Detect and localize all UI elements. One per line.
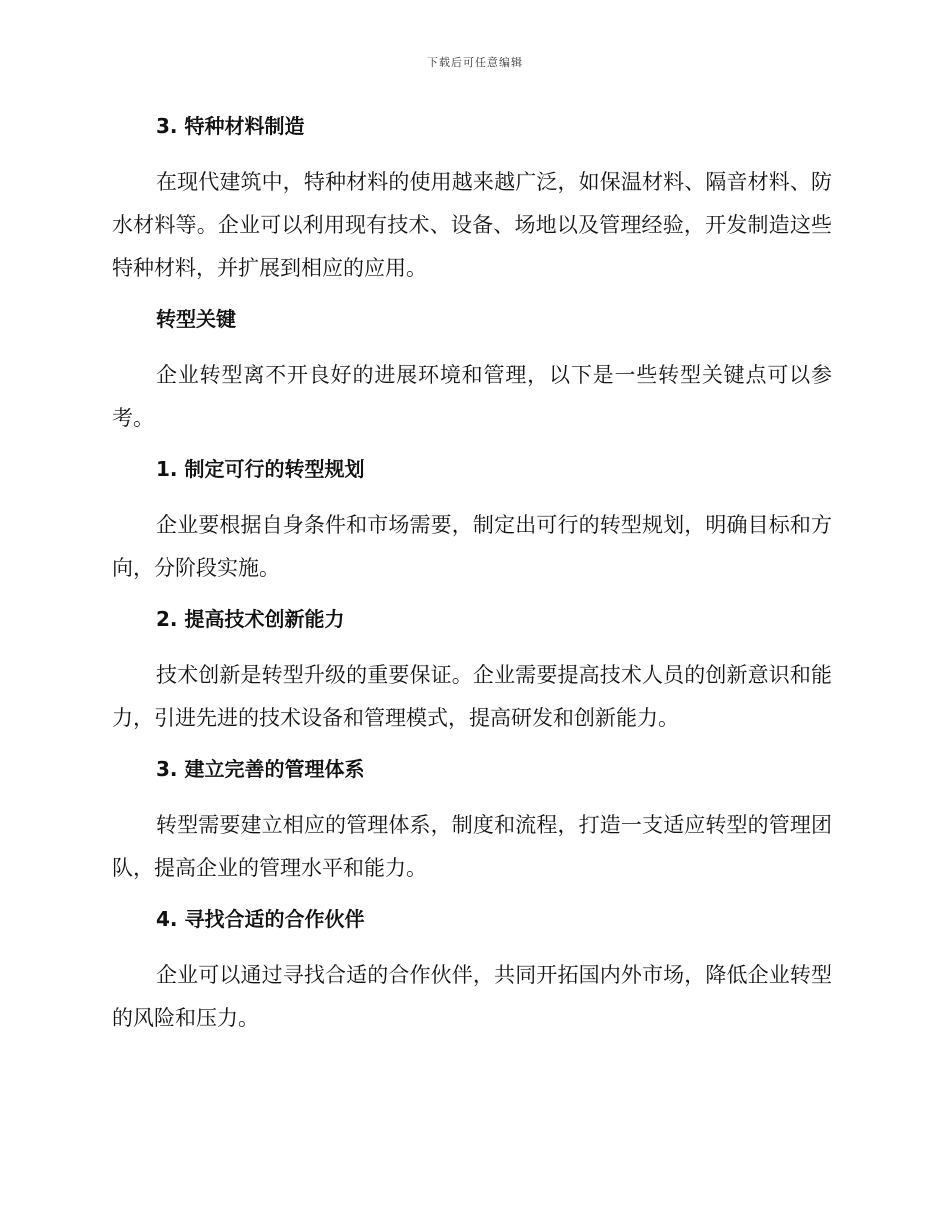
section-paragraph-management-system: 转型需要建立相应的管理体系，制度和流程，打造一支适应转型的管理团队，提高企业的管理水平和能力。	[112, 813, 832, 880]
section-heading-transformation-keys: 转型关键	[156, 307, 236, 331]
header-note: 下载后可任意编辑	[427, 56, 523, 69]
section-paragraph-special-materials: 在现代建筑中，特种材料的使用越来越广泛，如保温材料、隔音材料、防水材料等。企业可以利用现有技术、设备、场地以及管理经验，开发制造这些特种材料，并扩展到相应的应用。	[112, 170, 832, 280]
document-body	[112, 110, 832, 1053]
section-heading-special-materials: 3. 特种材料制造	[156, 114, 305, 138]
section-paragraph-transformation-keys: 企业转型离不开良好的进展环境和管理，以下是一些转型关键点可以参考。	[112, 363, 832, 430]
section-paragraph-partners: 企业可以通过寻找合适的合作伙伴，共同开拓国内外市场，降低企业转型的风险和压力。	[112, 963, 832, 1030]
section-heading-tech-innovation: 2. 提高技术创新能力	[156, 607, 345, 631]
section-paragraph-tech-innovation: 技术创新是转型升级的重要保证。企业需要提高技术人员的创新意识和能力，引进先进的技术设备和管理模式，提高研发和创新能力。	[112, 663, 832, 730]
section-heading-feasible-plan: 1. 制定可行的转型规划	[156, 457, 365, 481]
section-paragraph-feasible-plan: 企业要根据自身条件和市场需要，制定出可行的转型规划，明确目标和方向，分阶段实施。	[112, 513, 832, 580]
section-heading-partners: 4. 寻找合适的合作伙伴	[156, 907, 365, 931]
section-heading-management-system: 3. 建立完善的管理体系	[156, 757, 365, 781]
